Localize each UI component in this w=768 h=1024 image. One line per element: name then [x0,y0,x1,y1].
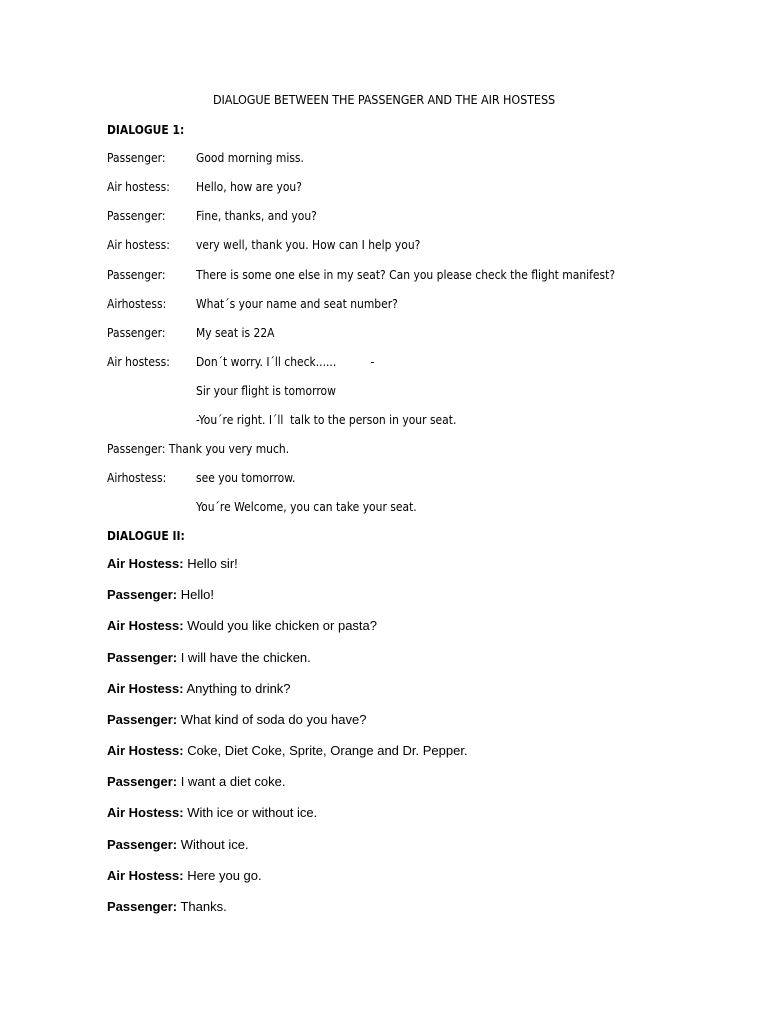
line-text: see you tomorrow. [196,470,296,485]
speaker-label: Passenger: Thank you very much. [107,441,290,456]
dialogue-2-line [107,617,377,635]
speaker-label: Air Hostess: [107,868,184,883]
speaker-label: Passenger: [107,150,166,165]
line-text: Hello, how are you? [196,179,302,194]
speaker-label: Passenger: [107,650,178,665]
dialogue-2-line [107,711,366,729]
line-text: With ice or without ice. [183,805,318,820]
dialogue-2-line [107,773,286,791]
dialogue-2-line [107,586,214,604]
speaker-label: Air Hostess: [107,743,184,758]
dialogue-2-heading: DIALOGUE II: [107,528,185,543]
speaker-label: Air Hostess: [107,681,184,696]
speaker-label: Air Hostess: [107,556,184,571]
line-text: -You´re right. I´ll talk to the person in your seat. [196,412,457,427]
line-text: Hello sir! [183,556,238,571]
speaker-label: Passenger: [107,899,178,914]
line-text: What´s your name and seat number? [196,296,398,311]
line-text: Don´t worry. I´ll check...... - [196,354,375,369]
dialogue-2-line [107,898,227,916]
line-text: I will have the chicken. [177,650,311,665]
speaker-label: Passenger: [107,325,166,340]
speaker-label: Passenger: [107,712,178,727]
line-text: There is some one else in my seat? Can you please check the flight manifest? [196,267,616,282]
speaker-label: Passenger: [107,774,178,789]
dialogue-2-line [107,867,262,885]
line-text: You´re Welcome, you can take your seat. [196,499,417,514]
dialogue-2-line [107,680,291,698]
line-text: Fine, thanks, and you? [196,208,317,223]
speaker-label: Passenger: [107,587,178,602]
line-text: Hello! [177,587,214,602]
dialogue-2-line [107,649,311,667]
line-text: What kind of soda do you have? [177,712,367,727]
line-text: Coke, Diet Coke, Sprite, Orange and Dr. Pepper. [183,743,468,758]
line-text: Anything to drink? [183,681,291,696]
speaker-label: Airhostess: [107,470,167,485]
speaker-label: Passenger: [107,267,166,282]
line-text: I want a diet coke. [177,774,286,789]
speaker-label: Passenger: [107,208,166,223]
line-text: Good morning miss. [196,150,304,165]
speaker-label: Passenger: [107,837,178,852]
speaker-label: Airhostess: [107,296,167,311]
dialogue-2-line [107,742,468,760]
dialogue-1-heading: DIALOGUE 1: [107,122,185,137]
speaker-label: Air hostess: [107,179,170,194]
speaker-label: Air Hostess: [107,805,184,820]
dialogue-2-line [107,836,249,854]
dialogue-2-line [107,555,238,573]
line-text: Would you like chicken or pasta? [183,618,377,633]
speaker-label: Air Hostess: [107,618,184,633]
line-text: very well, thank you. How can I help you? [196,237,421,252]
speaker-label: Air hostess: [107,237,170,252]
line-text: Without ice. [177,837,249,852]
line-text: Here you go. [183,868,262,883]
document-title: DIALOGUE BETWEEN THE PASSENGER AND THE AIR HOSTESS [212,92,556,107]
line-text: Thanks. [177,899,227,914]
line-text: My seat is 22A [196,325,275,340]
speaker-label: Air hostess: [107,354,170,369]
line-text: Sir your flight is tomorrow [196,383,336,398]
dialogue-2-line [107,804,317,822]
